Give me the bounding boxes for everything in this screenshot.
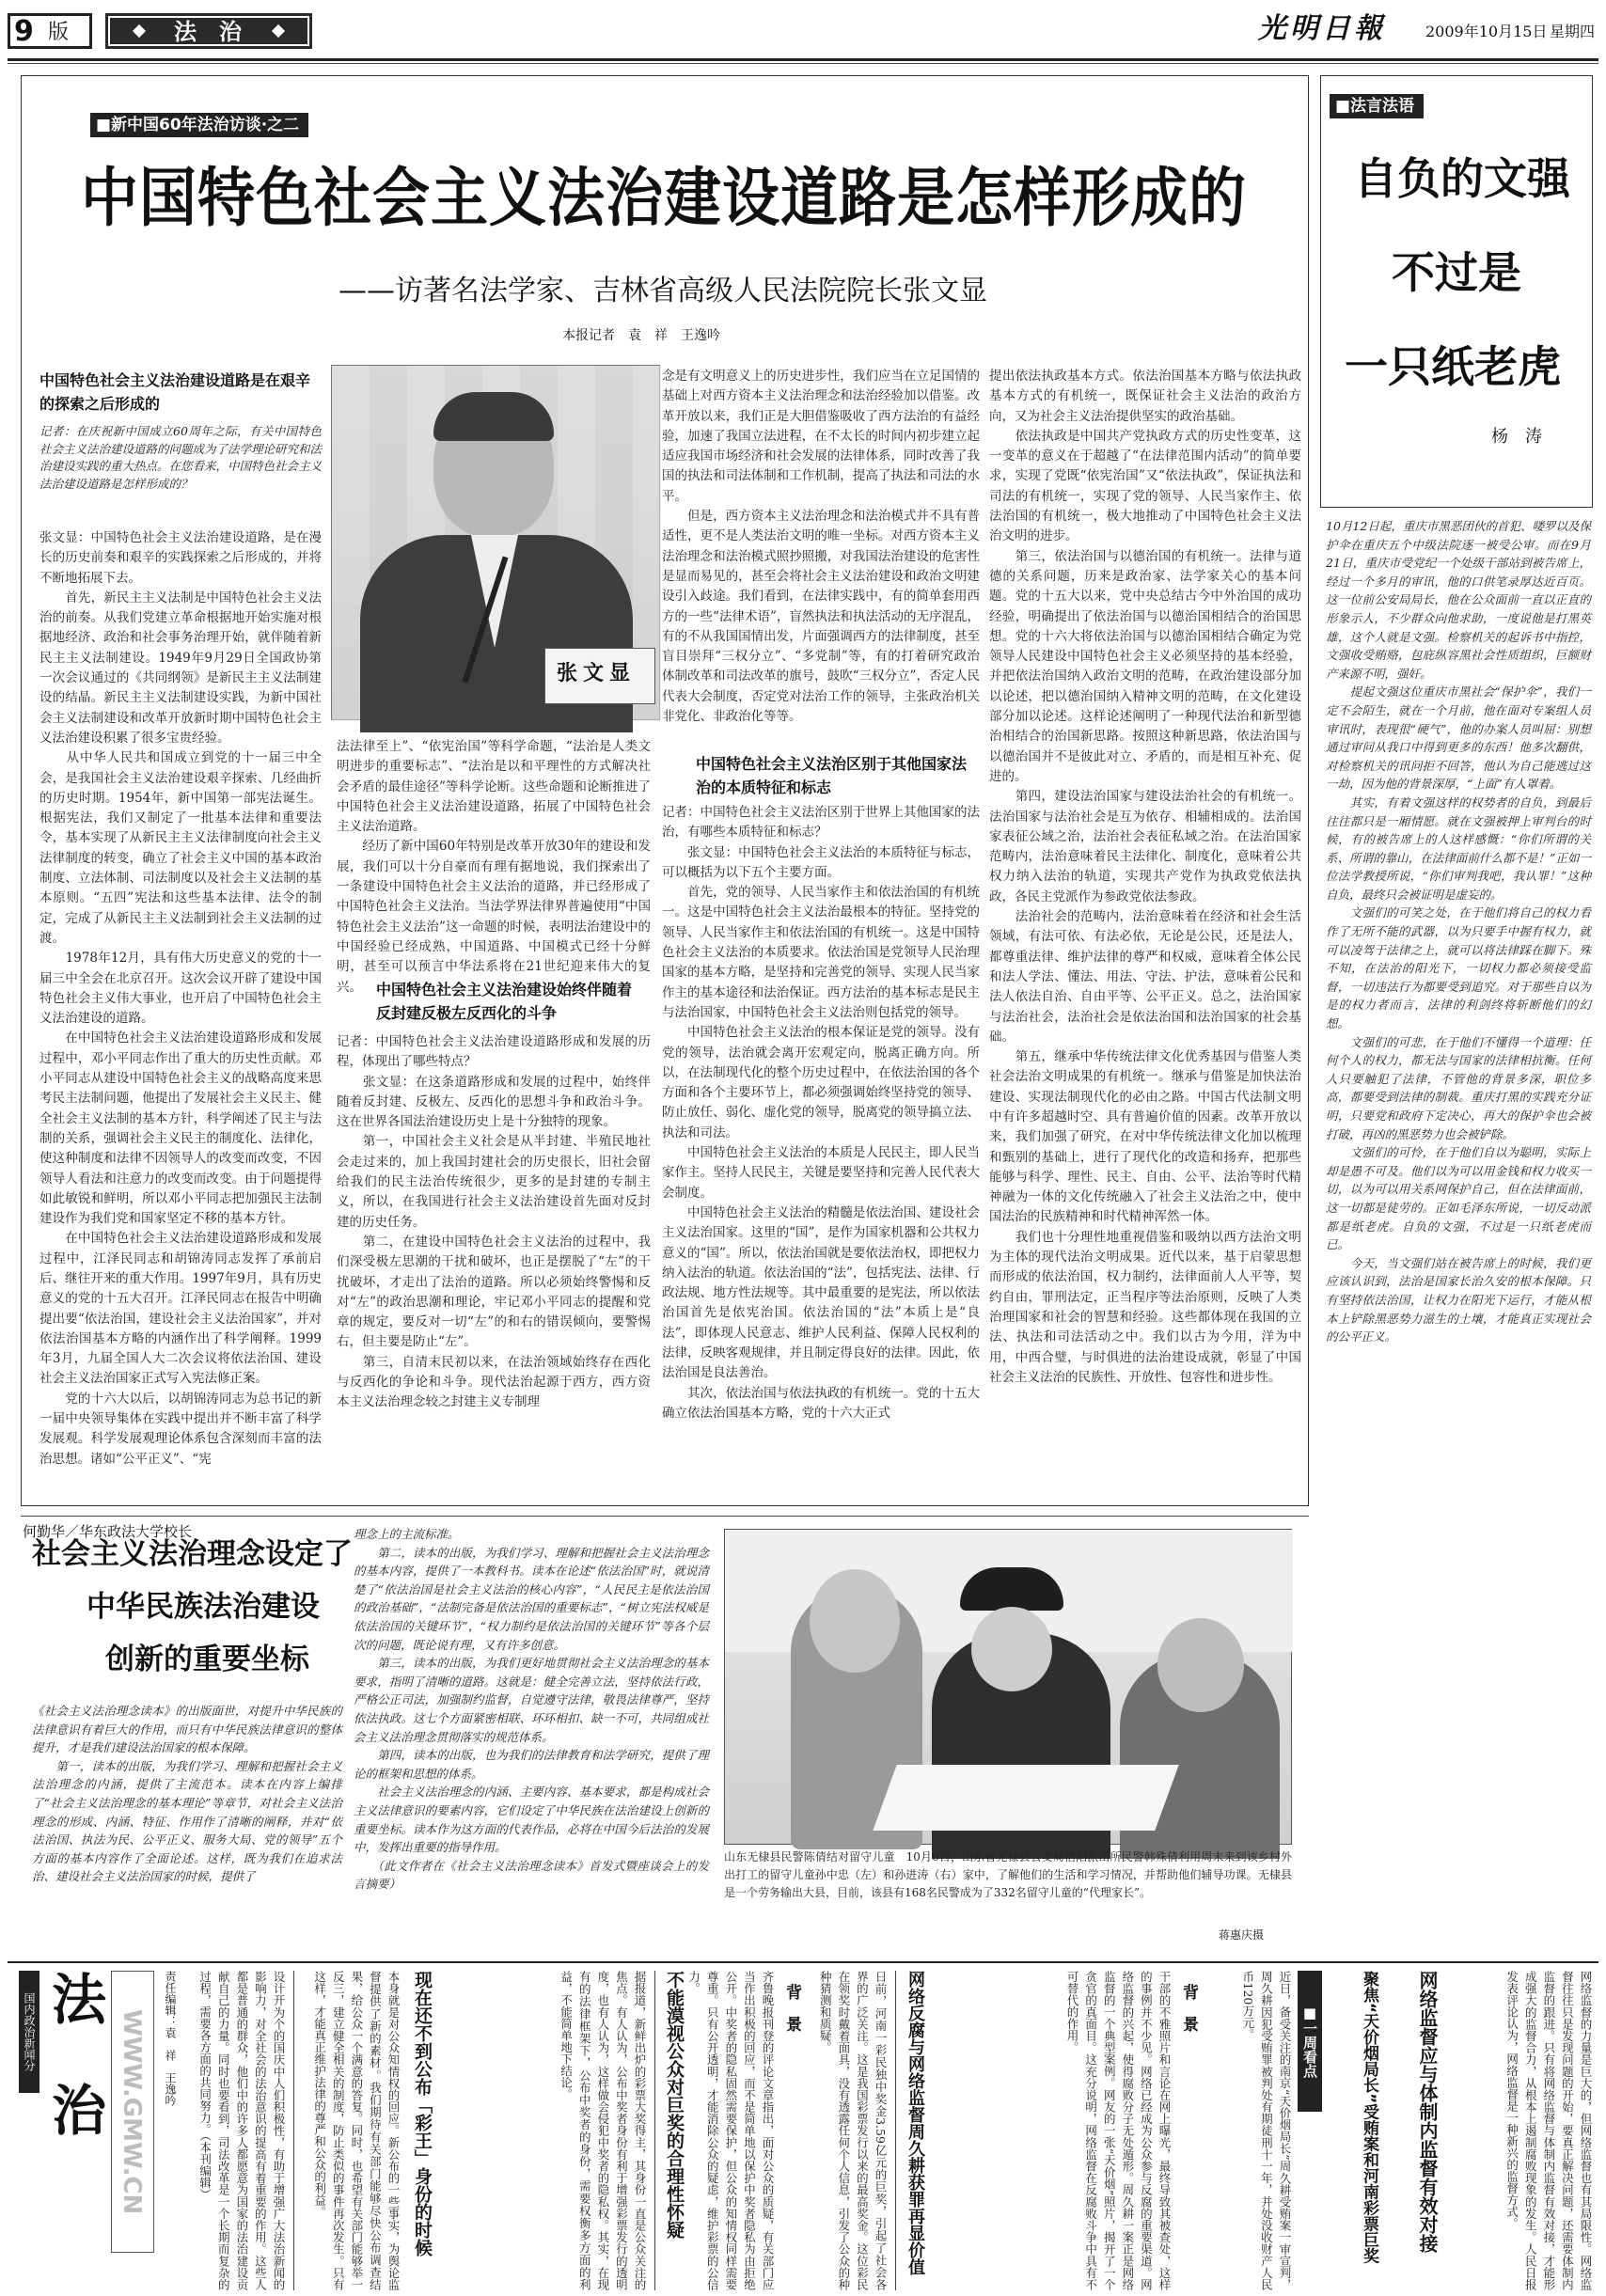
commentary-title-3: 一只纸老虎 — [1345, 341, 1561, 392]
portrait-nameplate — [544, 648, 655, 704]
photo-girl-head — [810, 1569, 900, 1673]
bottom-title-c: 现在还不到公布「彩王」身份的时候 — [412, 1971, 433, 2257]
section3-title: 中国特色社会主义法治区别于其他国家法治的本质特征和标志 — [696, 755, 968, 796]
page-number-box — [8, 13, 92, 49]
commentary-body: 10月12日起，重庆市黑恶团伙的首犯、喽罗以及保护伞在重庆五个中级法院逐一被受公审。而在9月21日，重庆市受党纪一个处级干部站到被告席上，经过一个多月的审讯，他的口供笔录厚达近百页。这一位前公安局局长，他在公众面前一直以正直的形象示人，不少群众向他求助，一度说他是打黑英雄，这个人就是文强。检察机关的起诉书中指控，文强收受贿赂，包庇纵容黑社会性质组织，巨额财产来源不明，强奸。 提起文强这位重庆市黑社会“保护伞”，我们一定不会陌生，就在一个月前，他在面对专案组人员审讯时，表现很“硬气”，他的办案人员叫屈：别想通过审问从我口中得到更多的东西！他多次翻供，对检察机关的讯问拒不回答，他认为自己能逃过这一劫，因为他的背景深厚，“上面”有人罩着。 其实，有着文强这样的权势者的自负，到最后往往都只是一厢情愿。就在文强被押上审判台的时候，有的被告席上的人这样感慨：“你们所谓的关系、所谓的靠山，在法律面前什么都不是！”正如一位法学教授所说，“你们审判我吧，我认罪！”这种自负，最终只会被证明是虚妄的。 文强们的可笑之处，在于他们将自己的权力看作了无所不能的武器，以为只要手中握有权力，就可以凌驾于法律之上，就可以将法律踩在脚下。殊不知，在法治的阳光下，一切权力都必须接受监督，一切违法行为都要受到追究。对于那些自以为是的权力者而言，法律的利剑终将斩断他们的幻想。 文强们的可悲，在于他们不懂得一个道理：任何个人的权力，都无法与国家的法律相抗衡。任何人只要触犯了法律，不管他的背景多深，职位多高，都要受到法律的制裁。重庆打黑的实践充分证明，只要党和政府下定决心，再大的保护伞也会被打破，再凶的黑恶势力也会被铲除。 文强们的可怜，在于他们自以为聪明，实际上却是愚不可及。他们以为可以用金钱和权力收买一切，以为可以用关系网保护自己，但在法律面前，这一切都是徒劳的。正如毛泽东所说，一切反动派都是纸老虎。自负的文强，不过是一只纸老虎而已。 今天，当文强们站在被告席上的时候，我们更应该认识到，法治是国家长治久安的根本保障。只有坚持依法治国，让权力在阳光下运行，才能从根本上铲除黑恶势力滋生的土壤，才能真正实现社会的公平正义。 — [1326, 519, 1591, 1345]
masthead — [8, 6, 1598, 56]
masthead-rule — [8, 58, 1598, 61]
masthead-rule-thin — [8, 63, 1598, 64]
bottom-column-label: 国内政治新闻分 — [19, 1971, 39, 2093]
photo-boy-head — [1157, 1618, 1244, 1712]
section-dot-icon — [272, 24, 285, 38]
bottom-col-c: 据报道，新鲜出炉的彩票大奖得主，其身份一直是公众关注的焦点。有人认为，公布中奖者身份有利于增强彩票发行的透明度，也有人认为，这样做会侵犯中奖者的隐私权。其实，在现有的法律框架下，公布中奖者的身份，需要权衡多方面的利益，不能简单地下结论。 — [559, 1971, 647, 2290]
bottom-logo-text: 法治 — [42, 1971, 106, 2193]
book-review-title-3: 创新的重要坐标 — [105, 1643, 309, 1676]
commentary-author: 杨 涛 — [1491, 427, 1542, 447]
series-tag: ■新中国60年法治访谈·之二 — [90, 113, 308, 137]
book-review-col1: 《社会主义法治理念读本》的出版面世，对提升中华民族的法律意识有着巨大的作用，而只有中华民族法律意识的整体提升，才是我们建设法治国家的根本保障。 第一，读本的出版，为我们学习、理解和把握社会主义法治理念的内涵，提供了主流范本。读本在内容上编排了“社会主义法治理念的基本理论”等章节，对社会主义法治理念的形成、内涵、特征、作用作了清晰的阐释，并对“依法治国、执法为民、公平正义、服务大局、党的领导”五个方面的基本内容作了全面论述。这样，既为我们在追求法治、建设社会主义法治国家的时候，提供了 — [32, 1704, 342, 1884]
col2-text: 记者：中国特色社会主义法治建设道路形成和发展的历程，体现出了哪些特点？ 张文显：在这条道路形成和发展的过程中，始终伴随着反封建、反极左、反西化的思想斗争和政治斗争。这在世界各国法治建设历史上是十分独特的现象。 第一，中国社会主义社会是从半封建、半殖民地社会走过来的，加上我国封建社会的历史很长，旧社会留给我们的民主法治传统很少，更多的是封建的专制主义，所以，在我国进行社会主义法治建设首先面对反封建的历史任务。 第二，在建设中国特色社会主义法治的过程中，我们深受极左思潮的干扰和破坏，也正是摆脱了“左”的干扰破坏，才走出了法治的道路。所以必须始终警惕和反对“左”的政治思潮和理论，牢记邓小平同志的提醒和党章的规定，要反对一切“左”的和右的错误倾向，要警惕右，但主要是防止“左”。 第三，自清末民初以来，在法治领域始终存在西化与反西化的争论和斗争。现代法治起源于西方，西方资本主义法治理念较之封建主义专制理 — [337, 1034, 651, 1410]
col2-continued: 法法律至上”、“依宪治国”等科学命题，“法治是人类文明进步的重要标志”、“法治是以和平理性的方式解决社会矛盾的最佳途径”等科学论断。这些命题和论断推进了中国特色社会主义法治建设道路，拓展了中国特色社会主义法治道路。 经历了新中国60年特别是改革开放30年的建设和发展，我们可以十分自豪而有理有据地说，我们探索出了一条建设中国特色社会主义法治的道路，并已经形成了中国特色社会主义法治。当法学界法律界普遍使用“中国特色社会主义法治”这一命题的时候，表明法治建设中的中国经验已经成熟，中国道路、中国模式已经十分鲜明，甚至可以预言中华法系将在21世纪迎来伟大的复兴。 — [337, 739, 651, 995]
section1-title: 中国特色社会主义法治建设道路是在艰辛的探索之后形成的 — [39, 371, 311, 413]
section-name: 法 治 — [174, 19, 242, 45]
photo-book — [873, 1765, 1178, 1831]
portrait-photo — [331, 365, 660, 720]
photo-caption: 山东无棣县民警陈倩结对留守儿童 10月6日，山东省无棣县公安局信阳派出所民警韩殊倩利用周末来到该乡村外出打工的留守儿童孙中忠（左）和孙进涛（右）家中，了解他们的生活和学习情况，并帮助他们辅导功课。无棣县是一个劳务输出大县，目前，该县有168名民警成为了332名留守儿童的“代理家长”。 — [724, 1850, 1292, 1899]
col1-text: 张文显：中国特色社会主义法治建设道路，是在漫长的历史前奏和艰辛的实践探索之后形成的，并将不断地拓展下去。 首先，新民主主义法制是中国特色社会主义法治的前奏。从我们党建立革命根据地开始实施对根据地经济、政治和社会事务治理开始，就伴随着新民主主义法制建设。1949年9月29日全国政协第一次会议通过的《共同纲领》是新民主主义法制建设的结晶。新民主主义法制建设实践，为新中国社会主义法制建设和改革开放新时期中国特色社会主义法治建设积累了很多宝贵经验。 从中华人民共和国成立到党的十一届三中全会，是我国社会主义法治建设艰辛探索、几经曲折的历史时期。1954年，新中国第一部宪法诞生。根据宪法，我们又制定了一批基本法律和重要法令，基本实现了从新民主主义法律制度向社会主义法律制度的转变，确立了社会主义中国的基本政治制度、立法体制、司法制度以及社会主义法制的基本原则。“五四”宪法和这些基本法律、法令的制定，完成了从新民主主义法制到社会主义法制的过渡。 1978年12月，具有伟大历史意义的党的十一届三中全会在北京召开。这次会议开辟了建设中国特色社会主义伟大事业，也开启了中国特色社会主义法治建设的道路。 在中国特色社会主义法治建设道路形成和发展过程中，邓小平同志作出了重大的历史性贡献。邓小平同志从建设中国特色社会主义的战略高度来思考民主法制问题，他提出了发展社会主义民主、健全社会主义法制的基本方针，科学阐述了民主与法制的关系，强调社会主义民主的制度化、法律化，使这种制度和法律不因领导人的改变而改变，不因领导人看法和注意力的改变而改变。由于问题提得如此敏锐和鲜明，所以邓小平同志把加强民主法制建设作为我们党和国家坚定不移的基本方针。 在中国特色社会主义法治建设道路形成和发展过程中，江泽民同志和胡锦涛同志发挥了承前启后、继往开来的重大作用。1997年9月，具有历史意义的党的十五大召开。江泽民同志在报告中明确提出要“依法治国，建设社会主义法治国家”，并对依法治国基本方略的内涵作出了科学阐释。1999年3月，九届全国人大二次会议将依法治国、建设社会主义法治国家正式写入宪法修正案。 党的十六大以后，以胡锦涛同志为总书记的新一届中央领导集体在实践中提出并不断丰富了科学发展观。科学发展观理论体系包含深刻而丰富的法治思想。诸如“公平正义”、“宪 — [39, 530, 322, 1467]
page-number: 9 — [14, 15, 34, 48]
bottom-col-b: 本身就是对公众知情权的回应。新公布的一些事实，为舆论监督提供了新的素材。我们期待有关部门能够尽快公布调查结果，给公众一个满意的答复。同时，也希望有关部门能够举一反三，建立健全相关的制度，防止类似的事件再次发生。只有这样，才能真正维护法律的尊严和公众的利益。 — [312, 1971, 401, 2290]
bottom-editor: 责任编辑：袁 祥 王逸吟 — [164, 1971, 177, 2106]
paper-name: 光明日報 — [1258, 12, 1386, 45]
bottom-background-label-1: 背 景 — [782, 1984, 801, 2032]
bottom-col-f: 干部的不雅照片和言论在网上曝光，最终导致其被查处，这样的事例并不少见。网络已经成为公众参与反腐的重要渠道。网络监督的兴起，使得腐败分子无处遁形。周久耕一案正是网络监督的一个典型案例。网友的一张“天价烟”照片，揭开了一个贪官的真面目。这充分说明，网络监督在反腐败斗争中具有不可替代的作用。 — [1065, 1971, 1172, 2290]
portrait-nameplate-text: 张文显 — [557, 662, 637, 685]
bottom-divider — [654, 1971, 655, 2290]
portrait-hair — [433, 392, 554, 441]
section2-title: 中国特色社会主义法治建设始终伴随着反封建反极左反西化的斗争 — [376, 981, 633, 1022]
issue-weekday: 星期四 — [1550, 23, 1596, 40]
book-review-rule — [21, 1516, 1309, 1517]
issue-date: 2009年10月15日 — [1425, 23, 1548, 40]
bottom-background-label-2: 背 景 — [1179, 1984, 1198, 2032]
page-unit: 版 — [48, 21, 70, 44]
book-review-col2: 理念上的主流标准。 第二，读本的出版，为我们学习、理解和把握社会主义法治理念的基本内容，提供了一本教科书。读本在论述“依法治国”时，就说清楚了“依法治国是社会主义法治的核心内容”，“人民民主是依法治国的政治基础”，“法制完备是依法治国的重要标志”，“树立宪法权威是依法治国的关键环节”，“权力制约是依法治国的关键环节”等各个层次的问题，既论说有理，又有许多创意。 第三，读本的出版，为我们更好地贯彻社会主义法治理念的基本要求，指明了清晰的道路。这就是：健全完善立法，坚持依法行政，严格公正司法，加强制约监督，自觉遵守法律，敬畏法律尊严，坚持依法执政。这七个方面紧密相联、环环相扣、缺一不可，共同组成社会主义法治理念贯彻落实的规范体系。 第四，读本的出版，也为我们的法律教育和法学研究，提供了理论的框架和思想的体系。 社会主义法治理念的内涵、主要内容、基本要求，都是构成社会主义法律意识的要素内容，它们设定了中华民族在法治建设上创新的重要坐标。读本作为这方面的代表作品，必将在中国今后法治的发展中，发挥出重要的指导作用。 （此文作者在《社会主义法治理念读本》首发式暨座谈会上的发言摘要） — [354, 1527, 709, 1892]
bottom-divider — [895, 1971, 896, 2290]
bottom-title-d: 不能漠视公众对巨奖的合理性怀疑 — [664, 1971, 685, 2239]
bottom-divider — [293, 1971, 294, 2290]
bottom-col-a: 设计开为个的国庆中人们积极性，有助于增强广大法治新闻的影响力，对全社会的法治意识的提高有着重要的作用。这些人都是普通的群众，他们中的许多人都愿意为国家的法治建设贡献自己的力量。同时也要看到，司法改革是一个长期而复杂的过程，需要各方面的共同努力。（本刊编辑） — [197, 1971, 286, 2290]
bottom-col-d: 齐鲁晚报刊登的评论文章指出，面对公众的质疑，有关部门应当作出积极的回应，而不是简单地以保护中奖者隐私为由拒绝公开。中奖者的隐私固然需要保护，但公众的知情权同样需要尊重。只有公开透明，才能消除公众的疑虑，维护彩票的公信力。 — [686, 1971, 775, 2290]
book-review-title-2: 中华民族法治建设 — [87, 1590, 320, 1624]
headline: 中国特色社会主义法治建设道路是怎样形成的 — [81, 161, 1248, 236]
bottom-col-i: 网络监督的力量是巨大的，但网络监督也有其局限性。网络监督往往只是发现问题的开始，要真正解决问题，还需要体制内监督的跟进。只有将网络监督与体制内监督有效对接，才能形成强大的监督合力，从根本上遏制腐败现象的发生。人民日报发表评论认为，网络监督是一种新兴的监督方式。 — [1504, 1971, 1593, 2290]
section-dot-icon — [133, 24, 146, 38]
commentary-title-1: 自负的文强 — [1354, 153, 1570, 204]
bottom-site-url: WWW.GMW.CN — [111, 1971, 154, 2253]
col4-text: 提出依法执政基本方式。依法治国基本方略与依法执政基本方式的有机统一，既保证社会主义法治的政治方向，又为社会主义法治提供坚实的政治基础。 依法执政是中国共产党执政方式的历史性变革，这一变革的意义在于超越了“在法律范围内活动”的简单要求，实现了党既“依宪治国”又“依法执政”，保证执法和司法的有机统一，实现了党的领导、人民当家作主、依法治国的有机统一，极大地推动了中国特色社会主义法治文明的进步。 第三，依法治国与以德治国的有机统一。法律与道德的关系问题，历来是政治家、法学家关心的基本问题。党的十五大以来，党中央总结古今中外治国的成功经验，明确提出了依法治国与以德治国相结合的治国思想。党的十六大将依法治国与以德治国相结合确定为党领导人民建设中国特色社会主义必须坚持的基本经验，并把依法治国纳入政治文明的范畴，在政治建设部分加以论述，把以德治国纳入精神文明的范畴，在文化建设部分加以论述。这样论述阐明了一种现代法治和新型德治相结合的治国新思路。按照这种新思路，依法治国与以德治国并不是彼此对立、矛盾的，而是相互补充、促进的。 第四，建设法治国家与建设法治社会的有机统一。法治国家与法治社会是互为依存、相辅相成的。法治国家表征公域之治，法治社会表征私域之治。在法治国家范畴内，法治意味着民主法律化、制度化，意味着公共权力纳入法治的轨道，实现共产党作为执政党依法执政，各民主党派作为参政党依法参政。 法治社会的范畴内，法治意味着在经济和社会生活领域，有法可依、有法必依，无论是公民，还是法人，都尊重法律、维护法律的尊严和权威，意味着全体公民和法人学法、懂法、用法、守法、护法，意味着公民和法人依法自治、自由平等、公平正义。总之，法治国家与法治社会，法治社会是依法治国和法治国家的社会基础。 第五，继承中华传统法律文化优秀基因与借鉴人类社会法治文明成果的有机统一。继承与借鉴是加快法治建设、实现法制现代化的必由之路。中国古代法制文明中有许多超越时空、具有普遍价值的因素。改革开放以来，我们加强了研究，在对中华传统法律文化加以梳理和甄别的基础上，进行了现代化的改造和扬弃，把那些能够与科学、理性、民主、自由、公平、法治等时代精神融为一体的文化传统融入了社会主义法治之中，使中国法治的民族精神和时代精神浑然一体。 我们也十分理性地重视借鉴和吸纳以西方法治文明为主体的现代法治文明成果。近代以来，基于启蒙思想而形成的依法治国，权力制约，法律面前人人平等，契约自由，罪刑法定，正当程序等法治原则，反映了人类治理国家和社会的智慧和经验。这些都体现在我国的立法、执法和司法活动之中。我们以古为今用，洋为中用，中西合璧，与时俱进的法治建设成就，彰显了中国社会主义法治的民族性、开放性、包容性和进步性。 — [989, 369, 1301, 1385]
news-photo — [724, 1529, 1292, 1845]
col3-text: 念是有文明意义上的历史进步性，我们应当在立足国情的基础上对西方资本主义法治理念和法治经验加以借鉴。改革开放以来，我们正是大胆借鉴吸收了西方法治的有益经验，加速了我国立法进程，在不太长的时间内初步建立起适应我国市场经济和社会发展的法律体系，同时改善了我国的执法和司法体制和工作机制，提高了执法和司法的水平。 但是，西方资本主义法治理念和法治模式并不具有普适性，更不是人类法治文明的唯一坐标。对西方资本主义法治理念和法治模式照抄照搬，对我国法治建设的危害性是显而易见的，甚至会将社会主义法治建设和政治文明建设引入歧途。我们看到，在法律实践中，有的简单套用西方的一些“法律术语”，盲然执法和执法活动的无序混乱，有的不从我国国情出发，片面强调西方的法律制度，甚至盲目崇拜“三权分立”、“多党制”等，有的打着研究政治体制改革和司法改革的旗号，鼓吹“三权分立”，否定人民代表大会制度，否定党对法治工作的领导，主张政治机关非党化、非政治化等等。 — [662, 369, 980, 725]
byline: 本报记者 袁 祥 王逸吟 — [562, 328, 720, 343]
photo-officer-face — [971, 1607, 1052, 1691]
section-banner — [105, 13, 312, 49]
bottom-col-e: 日前，河南一彩民独中奖金3.59亿元的巨奖，引起了社会各界的广泛关注。这是我国彩票发行以来的最高奖金。这位彩民在领奖时戴着面具，没有透露任何个人信息，引发了公众的种种猜测和质疑。 — [818, 1971, 888, 2290]
book-review-author: 何勤华／华东政法大学校长 — [23, 1523, 193, 1540]
book-review-title-1: 社会主义法治理念设定了 — [32, 1537, 353, 1571]
bottom-col-g: 近日，备受关注的南京“天价烟局长”周久耕受贿案一审宣判，周久耕因犯受贿罪被判处有期徒刑十一年，并处没收财产人民币120万元。 — [1240, 1971, 1292, 2290]
commentary-title-2: 不过是 — [1392, 247, 1521, 298]
bottom-logo-block — [19, 1971, 158, 2290]
week-tag: ■一周看点 — [1298, 1971, 1322, 2112]
subheadline: ——访著名法学家、吉林省高级人民法院院长张文显 — [339, 275, 987, 307]
photo-credit: 蒋惠庆摄 — [1219, 1928, 1265, 1942]
intro-paragraph: 记者：在庆祝新中国成立60周年之际，有关中国特色社会主义法治建设道路的问题成为了法学理论研究和法治建设实践的重大热点。在您看来，中国特色社会主义法治建设道路是怎样形成的？ — [39, 424, 323, 491]
commentary-tag: ■法言法语 — [1330, 94, 1424, 118]
col3-text-2: 记者：中国特色社会主义法治区别于世界上其他国家的法治，有哪些本质特征和标志？ 张文显：中国特色社会主义法治的本质特征与标志，可以概括为以下五个主要方面。 首先，党的领导、人民当家作主和依法治国的有机统一。这是中国特色社会主义法治最根本的特征。坚持党的领导、人民当家作主和依法治国的有机统一。这是中国特色社会主义法治的本质要求。依法治国是党领导人民治理国家的基本方略，是坚持和完善党的领导、实现人民当家作主的基本途径和法治保证。西方法治的基本标志是民主与法治国家，中国特色社会主义法治则包括党的领导。 中国特色社会主义法治的根本保证是党的领导。没有党的领导，法治就会离开宏观定向，脱离正确方向。所以，在法制现代化的整个历史过程中，在依法治国的各个方面和各个主要环节上，都必须强调始终坚持党的领导、防止放任、弱化、虚化党的领导，脱离党的领导搞立法、执法和司法。 中国特色社会主义法治的本质是人民民主，即人民当家作主。坚持人民民主，关键是要坚持和完善人民代表大会制度。 中国特色社会主义法治的精髓是依法治国、建设社会主义法治国家。这里的“国”，是作为国家机器和公共权力意义的“国”。所以，依法治国就是要依法治权，即把权力纳入法治的轨道。依法治国的“法”，包括宪法、法律、行政法规、地方性法规等。其中最重要的是宪法，所以依法治国首先是依宪治国。依法治国的“法”本质上是“良法”，即体现人民意志、维护人民利益、保障人民权利的法律，反映客观规律，并且制定得良好的法律。因此，依法治国是良法善治。 其次，依法治国与依法执政的有机统一。党的十五大确立依法治国基本方略，党的十六大正式 — [662, 805, 980, 1421]
bottom-title-h: 聚焦“天价烟局长”受贿案和河南彩票巨奖 — [1360, 1971, 1378, 2264]
bottom-strip-rule — [8, 1961, 1598, 1963]
bottom-title-f: 网络反腐与网络监督周久耕获罪再显价值 — [905, 1971, 925, 2275]
bottom-title-i: 网络监督应与体制内监督有效对接 — [1416, 1971, 1439, 2253]
photo-officer-cap-icon — [960, 1567, 1063, 1611]
